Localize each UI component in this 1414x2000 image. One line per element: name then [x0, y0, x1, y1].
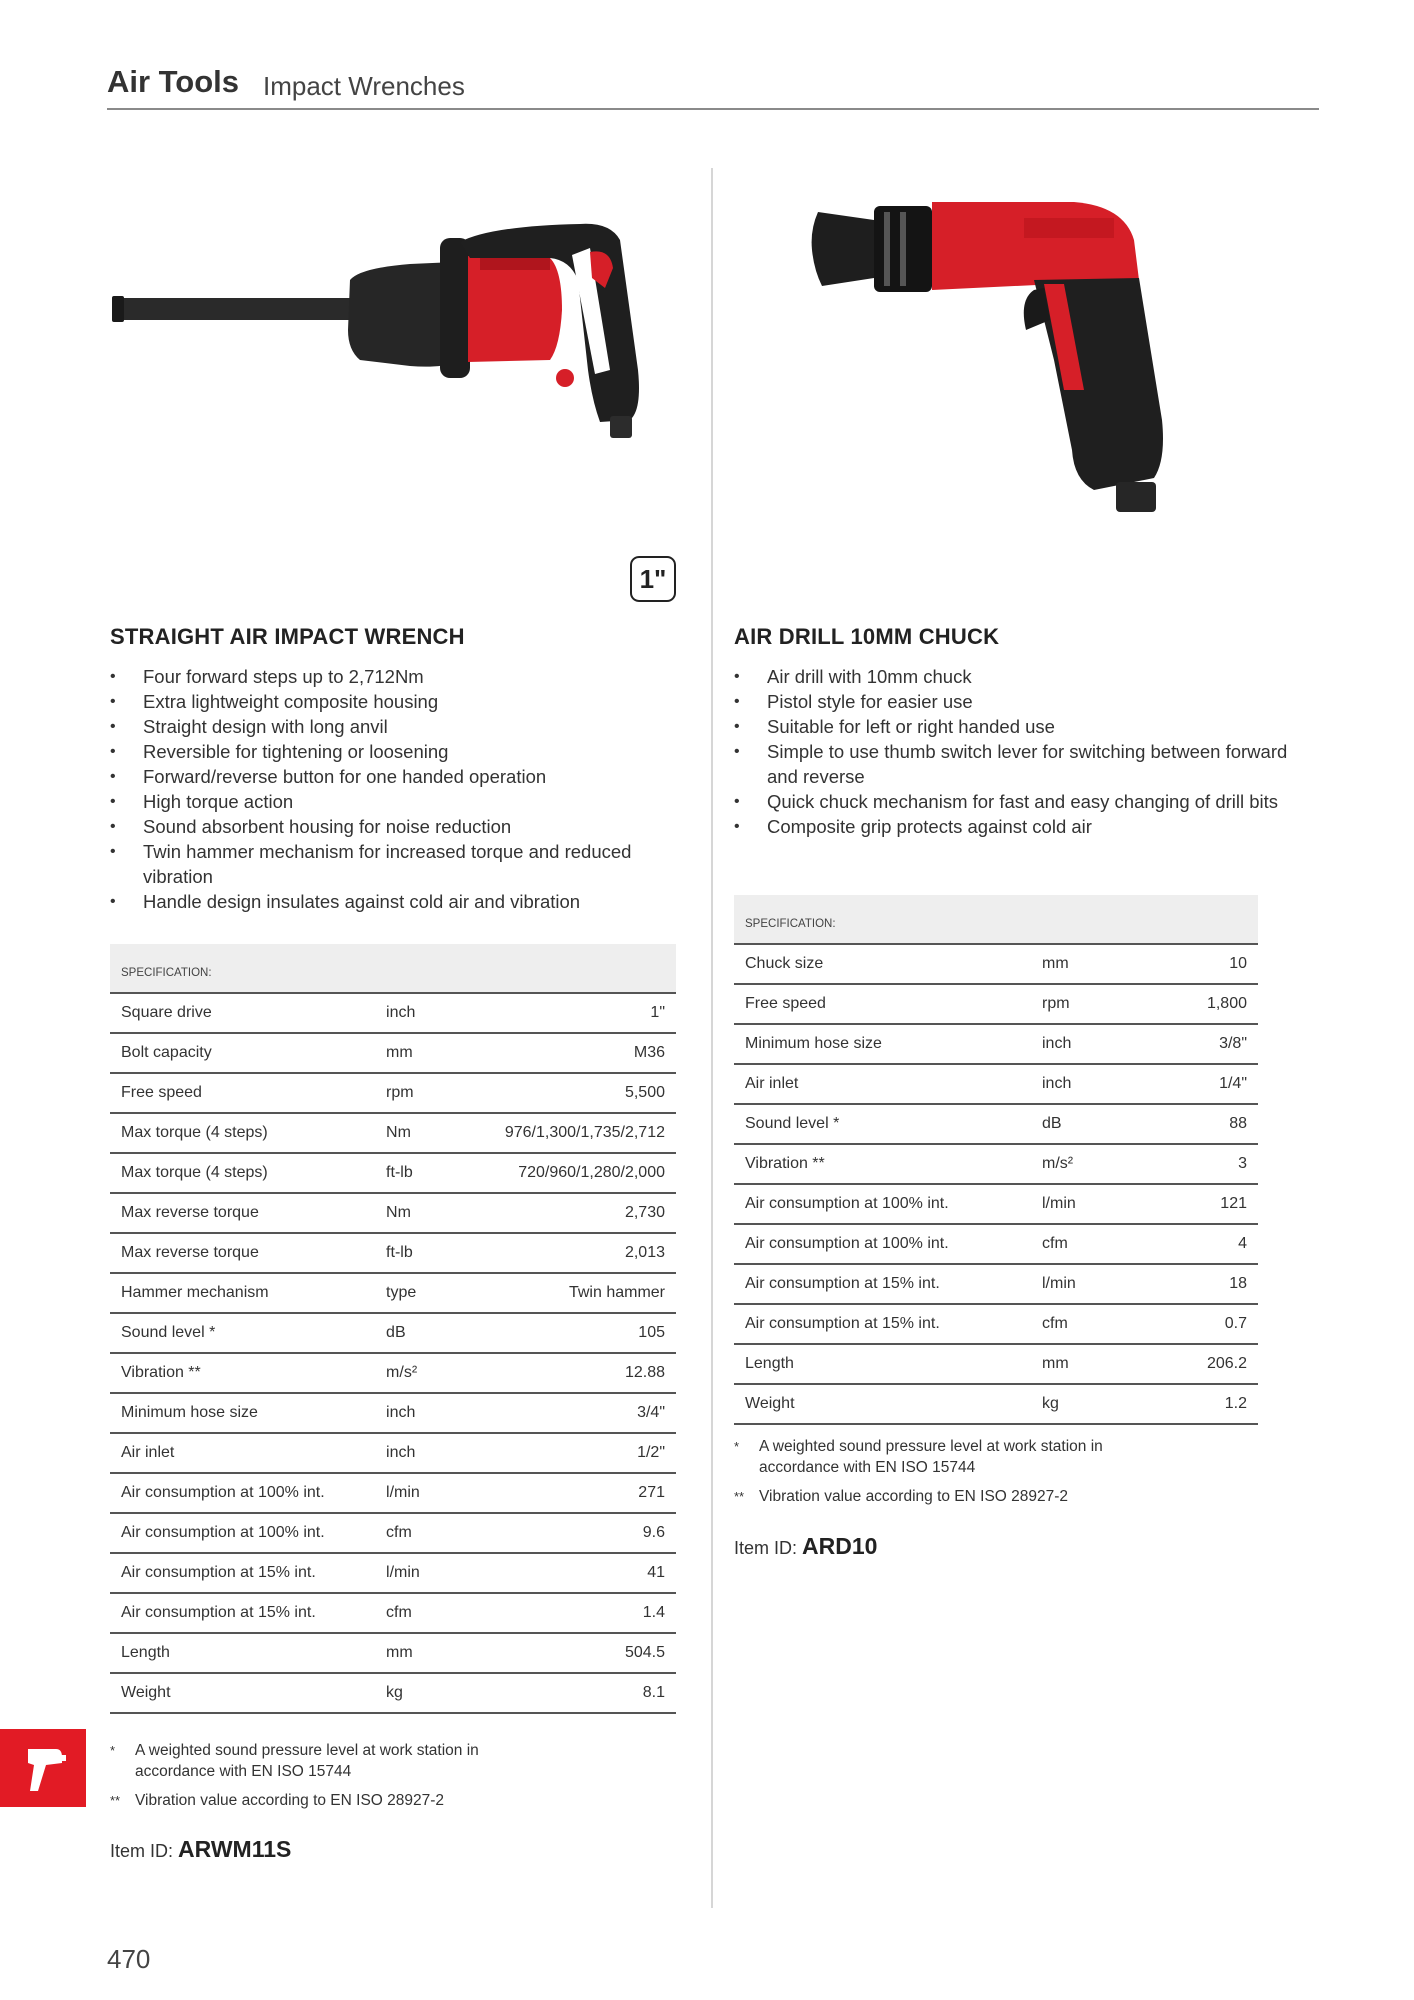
spec-value: 1"	[494, 993, 676, 1033]
feature-item: • Twin hammer mechanism for increased torque and reduced vibration	[110, 839, 700, 889]
spec-name: Max torque (4 steps)	[110, 1113, 375, 1153]
impact-wrench-illustration	[110, 160, 676, 620]
footnote-mark: **	[734, 1489, 745, 1504]
spec-row	[110, 1033, 676, 1073]
spec-value: 2,730	[494, 1193, 676, 1233]
spec-row	[734, 1024, 1258, 1064]
spec-value: 0.7	[1163, 1304, 1258, 1344]
spec-value: 88	[1163, 1104, 1258, 1144]
page-header	[107, 62, 1319, 110]
spec-row	[110, 1313, 676, 1353]
item-id-left	[110, 1836, 291, 1863]
spec-name: Weight	[110, 1673, 375, 1713]
spec-row	[110, 993, 676, 1033]
spec-unit: l/min	[375, 1473, 494, 1513]
feature-item: • Pistol style for easier use	[734, 689, 1300, 714]
spec-row	[110, 1633, 676, 1673]
spec-name: Hammer mechanism	[110, 1273, 375, 1313]
spec-unit: l/min	[375, 1553, 494, 1593]
impact-wrench-image	[110, 160, 676, 620]
spec-value: 504.5	[494, 1633, 676, 1673]
spec-unit: inch	[375, 1393, 494, 1433]
feature-item: • High torque action	[110, 789, 700, 814]
spec-unit: rpm	[375, 1073, 494, 1113]
footnote	[734, 1436, 1174, 1478]
spec-value: 18	[1163, 1264, 1258, 1304]
air-drill-image	[734, 160, 1300, 620]
spec-name: Air consumption at 100% int.	[734, 1224, 1031, 1264]
footnote	[110, 1790, 550, 1811]
spec-row	[734, 1264, 1258, 1304]
spec-unit: mm	[1031, 1344, 1163, 1384]
spec-row	[110, 1433, 676, 1473]
spec-value: 976/1,300/1,735/2,712	[494, 1113, 676, 1153]
spec-name: Minimum hose size	[110, 1393, 375, 1433]
spec-unit: l/min	[1031, 1264, 1163, 1304]
spec-name: Air consumption at 100% int.	[110, 1473, 375, 1513]
spec-value: 5,500	[494, 1073, 676, 1113]
spec-name: Air consumption at 15% int.	[110, 1593, 375, 1633]
spec-unit: cfm	[375, 1593, 494, 1633]
spec-name: Chuck size	[734, 944, 1031, 984]
footnote-mark: **	[110, 1793, 121, 1808]
spec-unit: dB	[1031, 1104, 1163, 1144]
spec-unit: cfm	[375, 1513, 494, 1553]
spec-row	[110, 1473, 676, 1513]
spec-name: Air consumption at 15% int.	[110, 1553, 375, 1593]
section-title: Air Tools	[107, 64, 240, 99]
air-tool-icon	[0, 1729, 86, 1807]
spec-unit: ft-lb	[375, 1153, 494, 1193]
spec-name: Square drive	[110, 993, 375, 1033]
spec-name: Minimum hose size	[734, 1024, 1031, 1064]
spec-unit: type	[375, 1273, 494, 1313]
spec-value: 8.1	[494, 1673, 676, 1713]
spec-unit: dB	[375, 1313, 494, 1353]
spec-row	[734, 984, 1258, 1024]
feature-item: • Straight design with long anvil	[110, 714, 700, 739]
item-id-label: Item ID:	[734, 1538, 798, 1558]
spec-value: 1/4"	[1163, 1064, 1258, 1104]
spec-name: Vibration **	[110, 1353, 375, 1393]
spec-unit: inch	[1031, 1024, 1163, 1064]
spec-name: Sound level *	[734, 1104, 1031, 1144]
spec-row	[734, 944, 1258, 984]
category-tab	[0, 1729, 86, 1807]
spec-value: 206.2	[1163, 1344, 1258, 1384]
drive-size-badge: 1"	[630, 556, 676, 602]
spec-unit: inch	[375, 993, 494, 1033]
feature-list-right	[734, 664, 1300, 839]
spec-value: 12.88	[494, 1353, 676, 1393]
footnotes-right	[734, 1436, 1174, 1515]
spec-unit: kg	[1031, 1384, 1163, 1424]
footnotes-left	[110, 1740, 550, 1819]
spec-value: 3/4"	[494, 1393, 676, 1433]
spec-value: 41	[494, 1553, 676, 1593]
feature-item: • Handle design insulates against cold air and vibration	[110, 889, 700, 914]
spec-name: Air consumption at 100% int.	[734, 1184, 1031, 1224]
feature-item: • Reversible for tightening or loosening	[110, 739, 700, 764]
feature-list-left	[110, 664, 700, 914]
spec-unit: m/s²	[375, 1353, 494, 1393]
feature-item: • Simple to use thumb switch lever for switching between forward and reverse	[734, 739, 1300, 789]
item-id-value: ARWM11S	[178, 1836, 292, 1862]
spec-value: 4	[1163, 1224, 1258, 1264]
item-id-right	[734, 1533, 877, 1560]
spec-table-right	[734, 895, 1258, 1425]
spec-value: M36	[494, 1033, 676, 1073]
spec-row	[734, 1144, 1258, 1184]
spec-unit: Nm	[375, 1193, 494, 1233]
spec-name: Air consumption at 15% int.	[734, 1304, 1031, 1344]
spec-unit: mm	[375, 1633, 494, 1673]
spec-unit: m/s²	[1031, 1144, 1163, 1184]
spec-row	[110, 1273, 676, 1313]
footnote	[734, 1486, 1174, 1507]
spec-row	[734, 1344, 1258, 1384]
spec-row	[110, 1513, 676, 1553]
spec-unit: mm	[375, 1033, 494, 1073]
page-number: 470	[107, 1944, 151, 1974]
spec-value: 121	[1163, 1184, 1258, 1224]
spec-unit: inch	[1031, 1064, 1163, 1104]
spec-unit: mm	[1031, 944, 1163, 984]
spec-value: 1.4	[494, 1593, 676, 1633]
footnote-mark: *	[734, 1439, 740, 1454]
spec-name: Air consumption at 15% int.	[734, 1264, 1031, 1304]
product-title-right: AIR DRILL 10MM CHUCK	[734, 624, 1000, 649]
column-divider	[711, 168, 713, 1908]
item-id-value: ARD10	[802, 1533, 878, 1559]
footnote-text: Vibration value according to EN ISO 28927-2	[759, 1488, 1069, 1505]
spec-value: 1,800	[1163, 984, 1258, 1024]
spec-row	[110, 1193, 676, 1233]
spec-row	[734, 1224, 1258, 1264]
spec-name: Vibration **	[734, 1144, 1031, 1184]
spec-row	[734, 1064, 1258, 1104]
spec-value: 3	[1163, 1144, 1258, 1184]
feature-item: • Composite grip protects against cold air	[734, 814, 1300, 839]
air-drill-illustration	[734, 160, 1300, 620]
spec-value: 9.6	[494, 1513, 676, 1553]
spec-row	[110, 1393, 676, 1433]
footnote-text: Vibration value according to EN ISO 28927-2	[135, 1792, 445, 1809]
spec-name: Weight	[734, 1384, 1031, 1424]
spec-unit: ft-lb	[375, 1233, 494, 1273]
item-id-label: Item ID:	[110, 1841, 174, 1861]
feature-item: • Sound absorbent housing for noise reduction	[110, 814, 700, 839]
spec-row	[110, 1153, 676, 1193]
feature-item: • Forward/reverse button for one handed operation	[110, 764, 700, 789]
feature-item: • Quick chuck mechanism for fast and easy changing of drill bits	[734, 789, 1300, 814]
spec-row	[110, 1073, 676, 1113]
spec-row	[110, 1353, 676, 1393]
spec-unit: Nm	[375, 1113, 494, 1153]
spec-name: Air consumption at 100% int.	[110, 1513, 375, 1553]
feature-item: • Four forward steps up to 2,712Nm	[110, 664, 700, 689]
product-left	[110, 160, 676, 620]
spec-name: Free speed	[110, 1073, 375, 1113]
spec-header-left: SPECIFICATION:	[110, 944, 676, 993]
spec-name: Sound level *	[110, 1313, 375, 1353]
spec-name: Free speed	[734, 984, 1031, 1024]
spec-row	[110, 1673, 676, 1713]
spec-value: 3/8"	[1163, 1024, 1258, 1064]
spec-row	[734, 1104, 1258, 1144]
section-subtitle: Impact Wrenches	[263, 71, 465, 101]
spec-unit: l/min	[1031, 1184, 1163, 1224]
spec-row	[110, 1113, 676, 1153]
spec-row	[110, 1593, 676, 1633]
spec-name: Max reverse torque	[110, 1193, 375, 1233]
spec-value: Twin hammer	[494, 1273, 676, 1313]
spec-row	[110, 1233, 676, 1273]
spec-unit: cfm	[1031, 1224, 1163, 1264]
spec-value: 1/2"	[494, 1433, 676, 1473]
spec-value: 1.2	[1163, 1384, 1258, 1424]
spec-value: 105	[494, 1313, 676, 1353]
spec-name: Bolt capacity	[110, 1033, 375, 1073]
spec-table-left	[110, 944, 676, 1714]
spec-unit: kg	[375, 1673, 494, 1713]
spec-value: 2,013	[494, 1233, 676, 1273]
spec-value: 271	[494, 1473, 676, 1513]
spec-unit: cfm	[1031, 1304, 1163, 1344]
spec-header-right: SPECIFICATION:	[734, 895, 1258, 944]
spec-name: Max torque (4 steps)	[110, 1153, 375, 1193]
feature-item: • Air drill with 10mm chuck	[734, 664, 1300, 689]
spec-row	[734, 1384, 1258, 1424]
spec-row	[734, 1304, 1258, 1344]
spec-row	[734, 1184, 1258, 1224]
spec-value: 10	[1163, 944, 1258, 984]
footnote-mark: *	[110, 1743, 116, 1758]
spec-name: Air inlet	[110, 1433, 375, 1473]
spec-name: Length	[734, 1344, 1031, 1384]
spec-name: Air inlet	[734, 1064, 1031, 1104]
spec-name: Length	[110, 1633, 375, 1673]
footnote	[110, 1740, 550, 1782]
footnote-text: A weighted sound pressure level at work station in accordance with EN ISO 15744	[759, 1438, 1103, 1476]
feature-item: • Suitable for left or right handed use	[734, 714, 1300, 739]
spec-row	[110, 1553, 676, 1593]
spec-name: Max reverse torque	[110, 1233, 375, 1273]
footnote-text: A weighted sound pressure level at work station in accordance with EN ISO 15744	[135, 1742, 479, 1780]
spec-value: 720/960/1,280/2,000	[494, 1153, 676, 1193]
spec-unit: inch	[375, 1433, 494, 1473]
product-right	[734, 160, 1300, 620]
spec-unit: rpm	[1031, 984, 1163, 1024]
feature-item: • Extra lightweight composite housing	[110, 689, 700, 714]
product-title-left: STRAIGHT AIR IMPACT WRENCH	[110, 624, 465, 649]
